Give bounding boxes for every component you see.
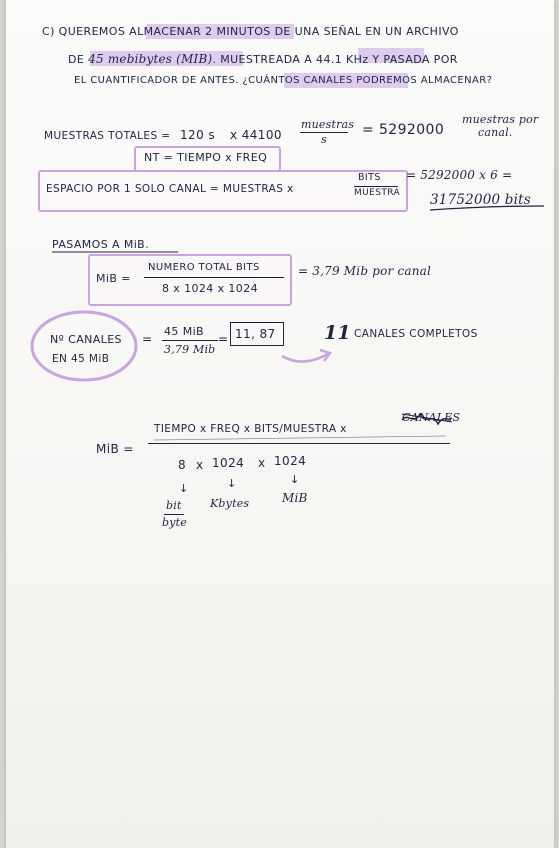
question-line-1 (42, 25, 459, 38)
step2-label: ESPACIO POR 1 SOLO CANAL = MUESTRAS x (46, 183, 294, 195)
notebook-page (6, 0, 554, 848)
general-den-x1: x (196, 458, 204, 472)
question-line-2 (68, 52, 458, 66)
canales-boxed-value: 11, 87 (235, 327, 276, 341)
mib-formula-lhs: MiB = (96, 272, 131, 285)
canales-lhs-1: Nº CANALES (50, 333, 122, 346)
step2-frac-den: MUESTRA (354, 188, 401, 198)
q3-highlight: CUÁNTOS CANALES (248, 75, 353, 86)
canales-den: 3,79 Mib (164, 343, 216, 356)
canales-num: 45 MiB (164, 325, 204, 338)
general-den-1024b: 1024 (274, 454, 307, 468)
step1-unit-den: s (321, 133, 327, 146)
unit-mib: MiB (282, 491, 308, 505)
arrow-down-2-icon: ↓ (227, 477, 237, 490)
step1-unit-num: muestras (301, 118, 355, 131)
general-den-8: 8 (178, 458, 187, 472)
unit-kbytes: Kbytes (210, 497, 250, 510)
step1-result-unit-2: canal. (478, 126, 513, 139)
arrow-down-1-icon: ↓ (179, 482, 189, 495)
canales-result-number: 11 (324, 322, 351, 344)
q2-highlight: 45 mebibytes (MIB) (88, 52, 213, 66)
general-den-x2: x (258, 456, 266, 470)
mib-formula-num: NUMERO TOTAL BITS (148, 262, 260, 273)
unit-byte: byte (162, 516, 187, 529)
unit-bit: bit (166, 499, 182, 512)
question-line-3 (74, 75, 492, 86)
general-lhs: MiB = (96, 442, 134, 456)
general-den-1024a: 1024 (212, 456, 245, 470)
step2-result: 31752000 bits (430, 192, 531, 208)
step1-result-unit-1: muestras por (462, 113, 539, 126)
canales-lhs-2: EN 45 MiB (52, 353, 110, 365)
mib-formula-den: 8 x 1024 x 1024 (162, 282, 258, 295)
q1-prefix: C) QUEREMOS (42, 25, 126, 38)
step1-value-time: 120 s (180, 128, 215, 142)
general-num-crossed: CANALES (402, 411, 461, 424)
step1-label: MUESTRAS TOTALES = (44, 130, 171, 142)
step2-frac-num: BITS (358, 172, 381, 183)
step2-calc: = 5292000 x 6 = (406, 168, 513, 182)
step1-value-freq: x 44100 (230, 128, 282, 142)
arrow-down-3-icon: ↓ (290, 473, 300, 486)
q2-rest: Y PASADA POR (372, 53, 458, 66)
q2-prefix: DE (68, 53, 85, 66)
q3-rest: PODREMOS ALMACENAR? (356, 75, 493, 86)
mib-formula-line (144, 277, 284, 278)
canales-frac-line (162, 340, 218, 341)
q2-mid: . MUESTREADA A (212, 53, 313, 66)
nt-formula: NT = TIEMPO x FREQ (144, 151, 268, 164)
canales-eq-1: = (142, 332, 153, 346)
canales-eq-2: = (218, 332, 229, 346)
canales-result-text: CANALES COMPLETOS (354, 328, 478, 340)
step1-result: = 5292000 (362, 122, 445, 138)
pasamos-heading: PASAMOS A MiB. (52, 238, 150, 251)
general-frac-line (148, 443, 450, 444)
q1-highlight: ALMACENAR 2 MINUTOS (129, 25, 271, 38)
q3-prefix: EL CUANTIFICADOR DE ANTES. ¿ (74, 75, 249, 86)
q1-rest: DE UNA SEÑAL EN UN ARCHIVO (274, 25, 459, 38)
q2-highlight-2: 44.1 KHz (316, 53, 369, 66)
mib-formula-result: = 3,79 Mib por canal (298, 264, 432, 278)
general-num: TIEMPO x FREQ x BITS/MUESTRA x (154, 423, 347, 435)
